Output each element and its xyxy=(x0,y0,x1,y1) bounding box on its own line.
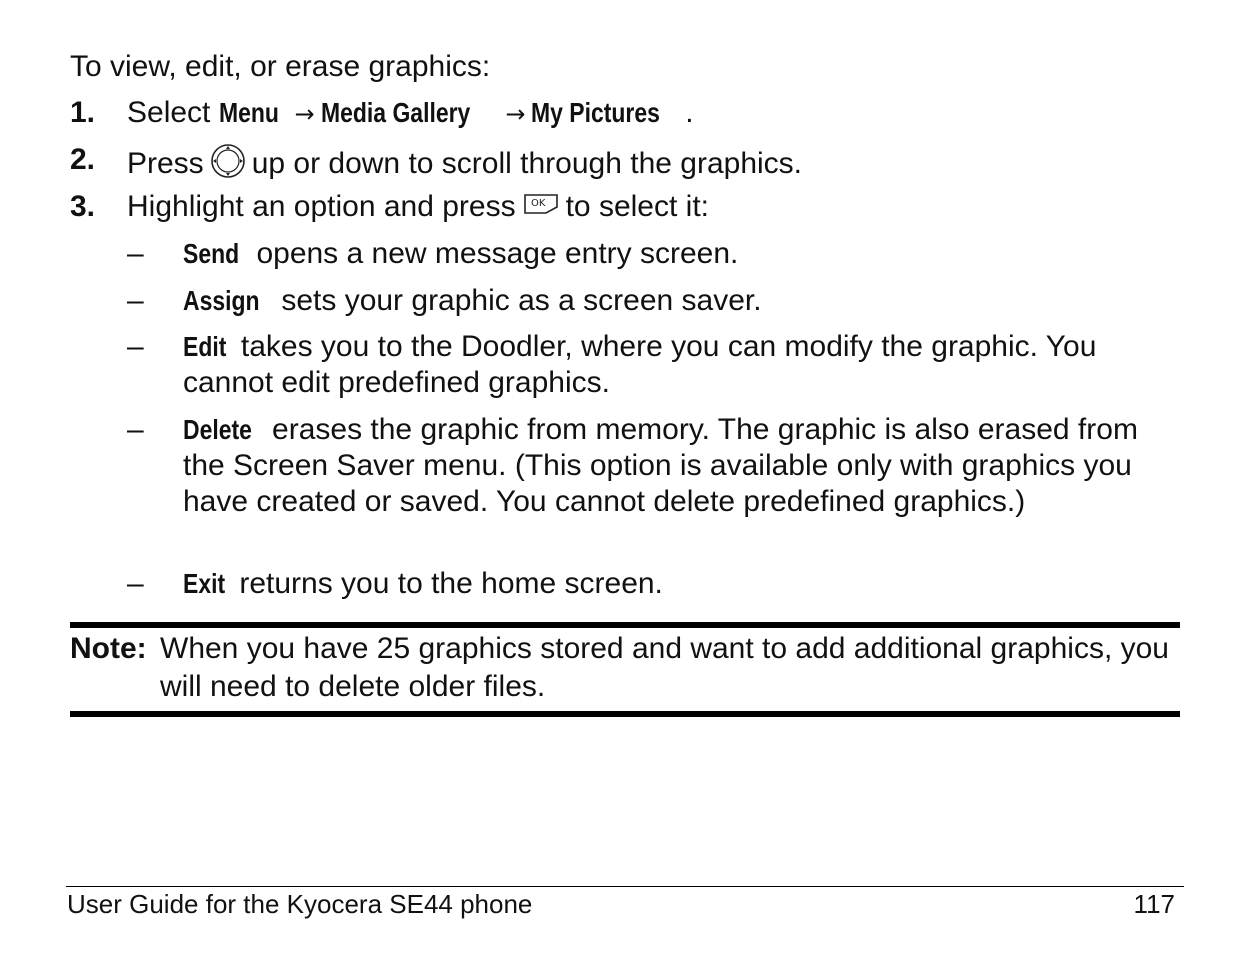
ok-key-icon xyxy=(522,191,560,225)
bullet-dash: – xyxy=(127,237,144,270)
bullet-dash: – xyxy=(127,567,144,600)
note-label: Note: xyxy=(70,632,147,665)
option-text: erases the graphic from memory. The graphic is also erased from the Screen Saver menu. (This option is available only with graphics you have created or saved. You cannot delete predefined graphics.) xyxy=(183,413,1138,518)
note-bottom-rule xyxy=(70,711,1180,717)
step-number: 1. xyxy=(70,96,96,129)
nav-key-icon xyxy=(210,143,246,187)
option-text: takes you to the Doodler, where you can modify the graphic. You cannot edit predefined graphics. xyxy=(183,330,1097,399)
footer-rule xyxy=(66,886,1184,887)
option-text: sets your graphic as a screen saver. xyxy=(273,284,762,317)
step-rest: up or down to scroll through the graphics. xyxy=(251,146,802,180)
bullet-dash: – xyxy=(127,330,144,363)
step-text xyxy=(127,190,709,225)
page-number: 117 xyxy=(1133,889,1175,919)
svg-text:OK: OK xyxy=(530,198,546,210)
select-word: Select xyxy=(127,96,211,129)
bullet-dash: – xyxy=(127,413,144,446)
option-body xyxy=(183,566,1183,602)
step-text xyxy=(127,143,802,187)
menu-keyword: Menu xyxy=(218,97,279,128)
note-text: When you have 25 graphics stored and want to add additional graphics, you will need to delete older files. xyxy=(160,632,1169,703)
arrow-icon: → xyxy=(505,100,526,128)
option-body xyxy=(183,412,1163,520)
option-body xyxy=(183,283,1183,319)
my-pictures-keyword: My Pictures xyxy=(531,97,661,128)
press-word: Press xyxy=(127,146,204,180)
arrow-icon: → xyxy=(294,100,315,128)
option-keyword: Delete xyxy=(183,414,252,445)
bullet-dash: – xyxy=(127,284,144,317)
option-keyword: Assign xyxy=(183,285,260,316)
note-top-rule xyxy=(70,622,1180,628)
option-keyword: Edit xyxy=(183,331,227,362)
option-keyword: Send xyxy=(183,238,240,269)
media-gallery-keyword: Media Gallery xyxy=(320,97,470,128)
option-body xyxy=(183,329,1183,401)
footer-title: User Guide for the Kyocera SE44 phone xyxy=(67,889,533,919)
step-end: . xyxy=(685,96,694,129)
step-rest: to select it: xyxy=(565,190,709,223)
step-number: 2. xyxy=(70,143,96,176)
option-text: opens a new message entry screen. xyxy=(248,237,739,270)
option-text: returns you to the home screen. xyxy=(231,567,663,600)
option-body xyxy=(183,236,1183,272)
intro-text: To view, edit, or erase graphics: xyxy=(70,50,491,83)
option-keyword: Exit xyxy=(183,568,226,599)
step-text xyxy=(127,96,694,131)
step-lead: Highlight an option and press xyxy=(127,190,516,223)
step-number: 3. xyxy=(70,190,96,223)
